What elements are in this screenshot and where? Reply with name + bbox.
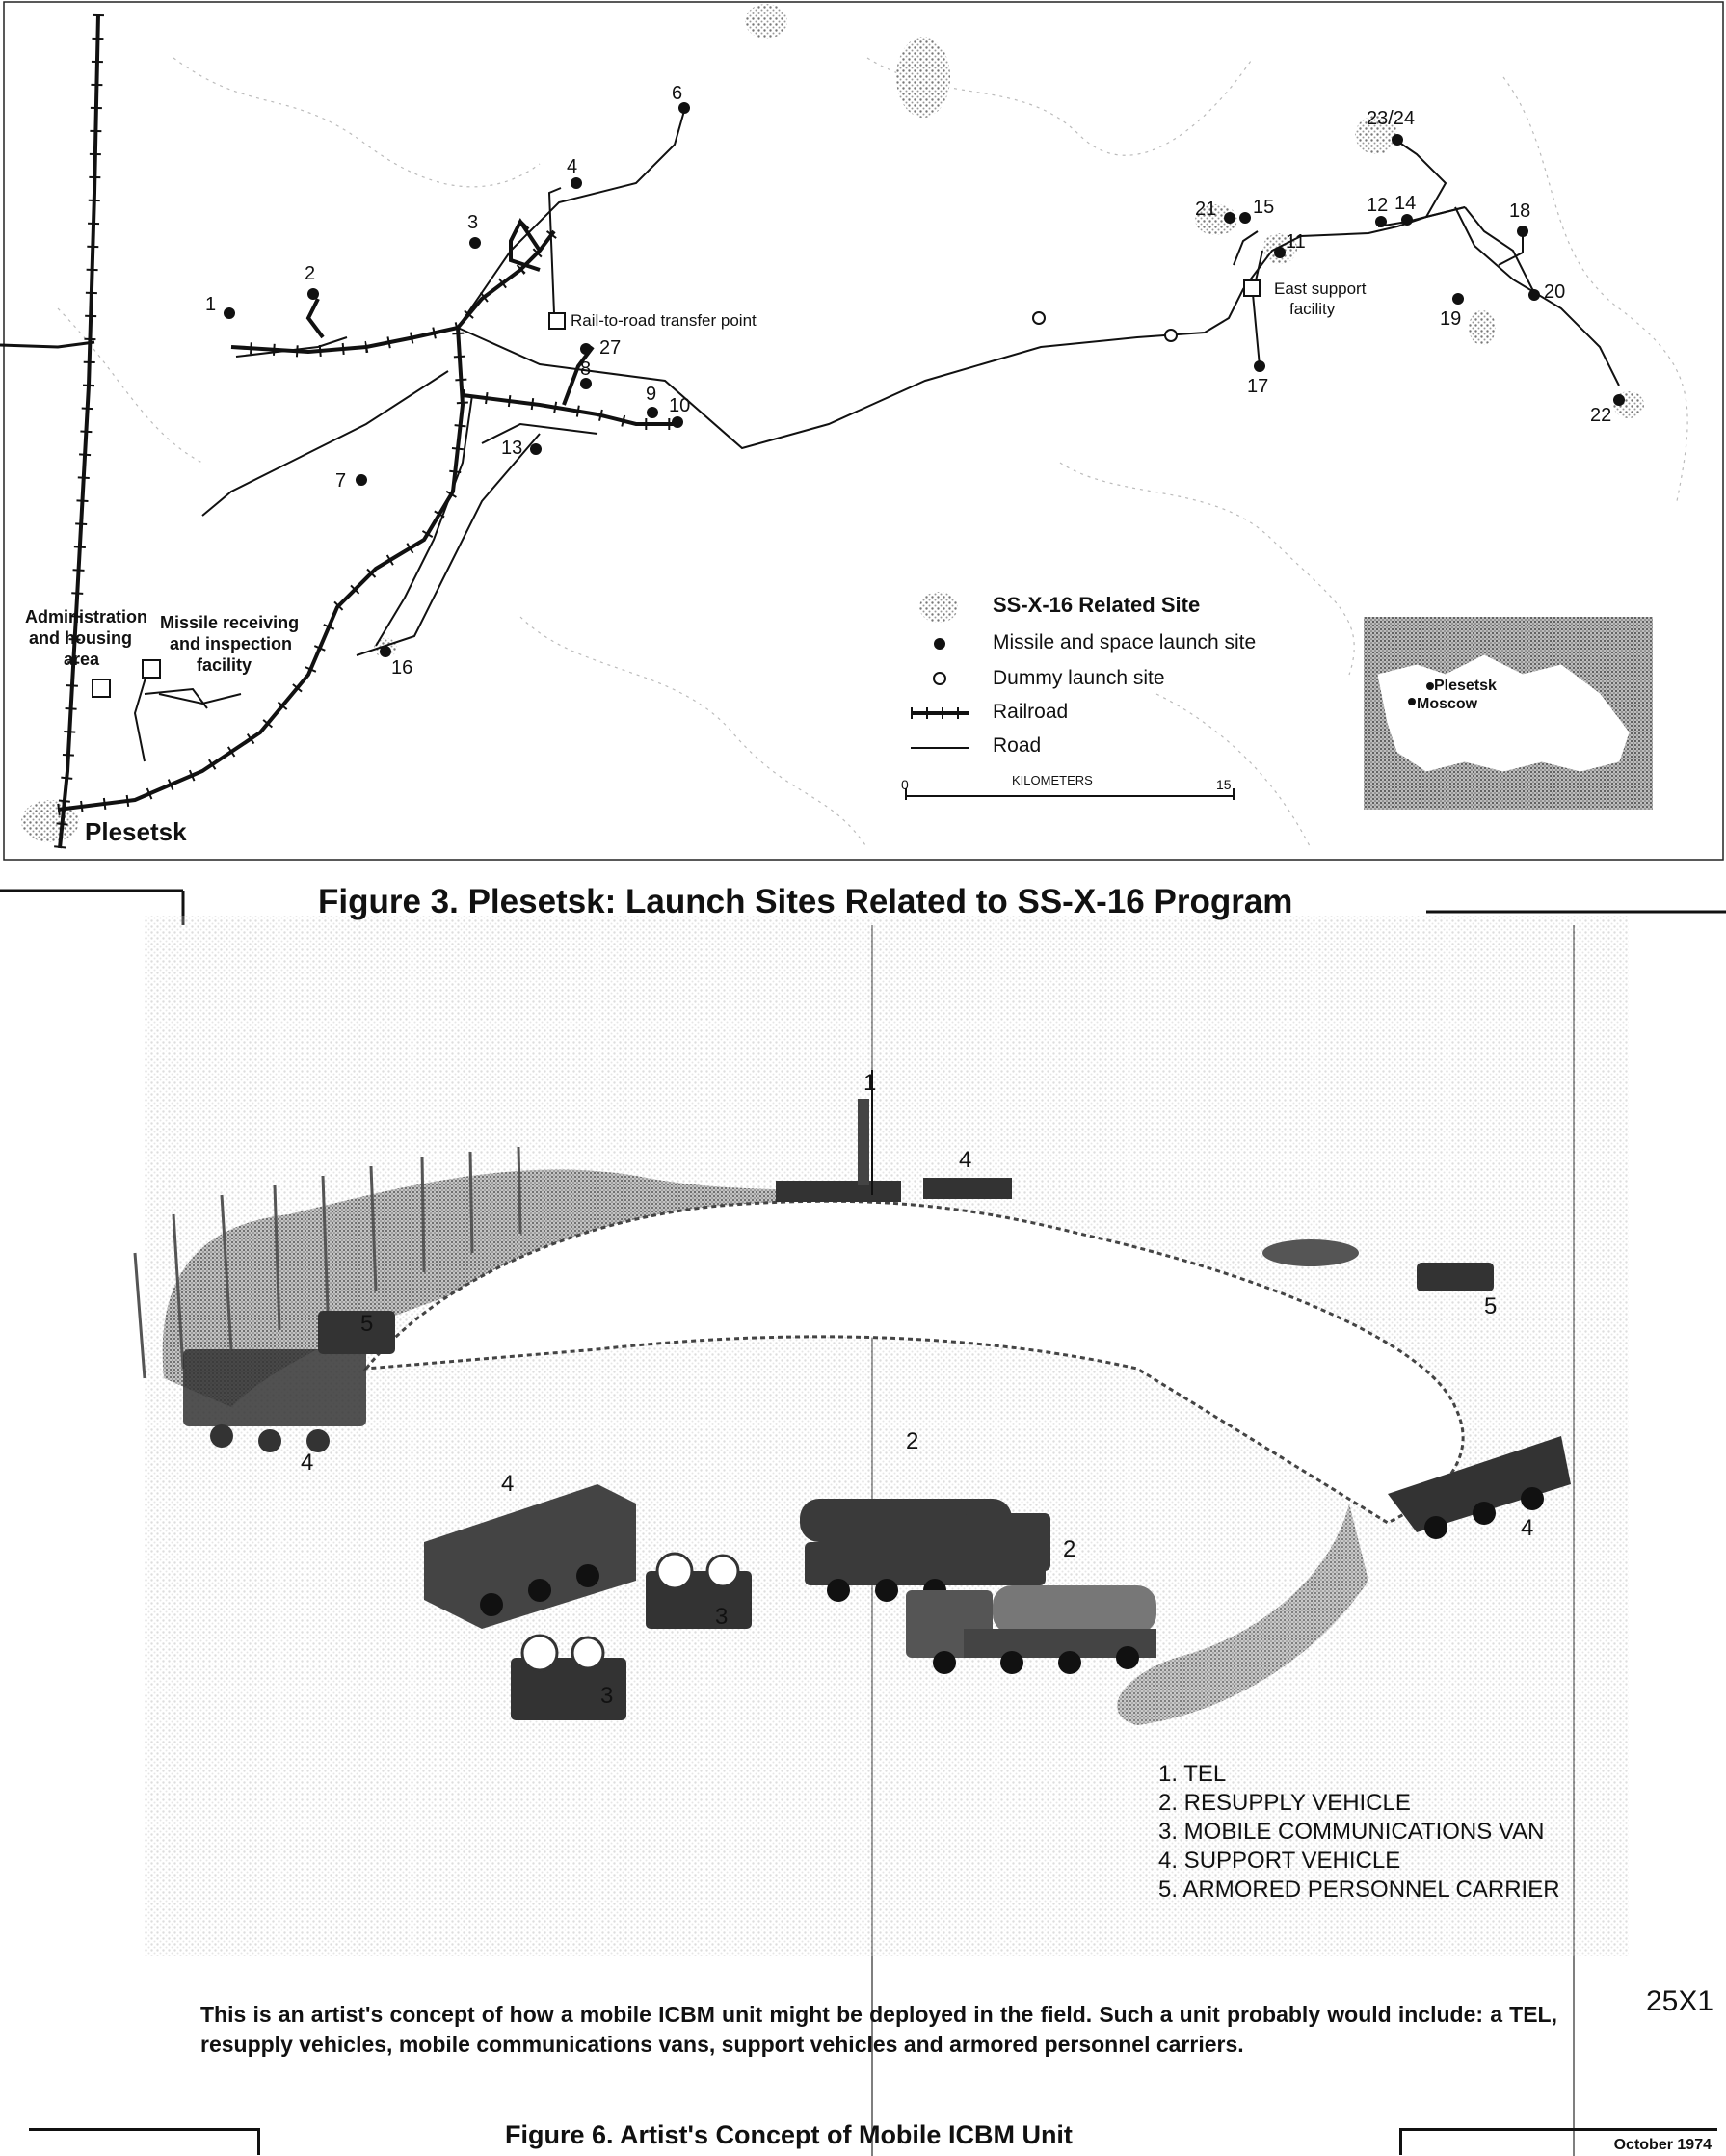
- site-label-15: 15: [1253, 197, 1275, 218]
- ussr-inset-map: [1364, 617, 1653, 810]
- callout-2-a: 2: [906, 1428, 919, 1454]
- legend-railroad-label: Railroad: [993, 701, 1069, 723]
- rail-to-road-label: Rail-to-road transfer point: [571, 311, 757, 330]
- illustration-key: [1158, 1760, 1560, 1904]
- missile-receiving-square: [143, 660, 160, 678]
- site-label-1: 1: [205, 294, 217, 315]
- site-label-21: 21: [1195, 199, 1217, 220]
- site-label-12: 12: [1367, 195, 1389, 216]
- support-vehicle-far: [923, 1178, 1012, 1199]
- scale-end-label: 15: [1216, 777, 1232, 792]
- admin-label-2: and housing: [29, 628, 132, 648]
- plesetsk-map: [0, 2, 1723, 860]
- inset-moscow-label: Moscow: [1417, 696, 1478, 712]
- site-label-6: 6: [672, 83, 683, 104]
- key-item-support: 4. SUPPORT VEHICLE: [1158, 1848, 1401, 1874]
- inset-plesetsk-label: Plesetsk: [1434, 678, 1497, 694]
- callout-4-b: 4: [301, 1450, 314, 1476]
- key-item-tel: 1. TEL: [1158, 1761, 1227, 1787]
- plesetsk-city-label: Plesetsk: [85, 817, 187, 846]
- legend-road-label: Road: [993, 734, 1042, 757]
- callout-4-a: 4: [959, 1147, 972, 1173]
- callout-5-a: 5: [360, 1311, 374, 1337]
- site-label-17: 17: [1247, 376, 1269, 397]
- east-support-square: [1244, 280, 1260, 296]
- key-item-resupply: 2. RESUPPLY VEHICLE: [1158, 1790, 1411, 1816]
- figure-3-caption: Figure 3. Plesetsk: Launch Sites Related to SS-X-16 Program: [318, 883, 1293, 920]
- callout-4-d: 4: [1521, 1515, 1534, 1541]
- admin-area-square: [93, 679, 110, 697]
- key-item-comm-van: 3. MOBILE COMMUNICATIONS VAN: [1158, 1819, 1545, 1845]
- figure-6-caption: Figure 6. Artist's Concept of Mobile ICBM Unit: [505, 2120, 1073, 2149]
- site-label-18: 18: [1509, 200, 1531, 222]
- site-label-7: 7: [335, 470, 347, 492]
- site-label-16: 16: [391, 657, 413, 679]
- east-support-label-2: facility: [1289, 300, 1336, 318]
- site-label-14: 14: [1394, 193, 1417, 214]
- site-label-22: 22: [1590, 405, 1612, 426]
- missile-label-1: Missile receiving: [160, 613, 300, 632]
- scale-unit-label: KILOMETERS: [1012, 773, 1093, 787]
- callout-5-b: 5: [1484, 1293, 1498, 1319]
- armored-personnel-carrier-left: [318, 1311, 395, 1354]
- site-label-27: 27: [599, 337, 622, 359]
- site-label-3: 3: [467, 212, 479, 233]
- callout-3-a: 3: [715, 1604, 729, 1630]
- callout-3-b: 3: [600, 1683, 614, 1709]
- scale-start-label: 0: [901, 777, 909, 792]
- bottom-left-frame: [29, 2128, 260, 2155]
- east-support-label-1: East support: [1274, 279, 1367, 298]
- site-label-8: 8: [580, 359, 592, 380]
- classification-mark: 25X1: [1646, 1985, 1714, 2017]
- site-label-20: 20: [1544, 281, 1566, 303]
- legend-launch-label: Missile and space launch site: [993, 631, 1257, 653]
- rail-to-road-transfer-square: [549, 313, 565, 329]
- legend-symbols: [906, 592, 1234, 800]
- callout-1: 1: [863, 1070, 877, 1096]
- callout-2-b: 2: [1063, 1536, 1076, 1562]
- missile-label-2: and inspection: [170, 634, 293, 653]
- site-label-10: 10: [669, 395, 691, 416]
- date-label: October 1974: [1613, 2137, 1712, 2153]
- site-label-13: 13: [501, 438, 523, 459]
- site-label-11: 11: [1286, 231, 1306, 253]
- admin-label-1: Administration: [25, 607, 148, 626]
- legend-dummy-label: Dummy launch site: [993, 667, 1165, 689]
- site-label-23-24: 23/24: [1367, 108, 1416, 129]
- callout-4-c: 4: [501, 1471, 515, 1497]
- site-label-4: 4: [567, 156, 578, 177]
- berm-right: [1262, 1239, 1359, 1266]
- site-label-2: 2: [305, 263, 316, 284]
- armored-personnel-carrier-right: [1417, 1263, 1494, 1291]
- date-box: [1399, 2128, 1717, 2155]
- site-label-19: 19: [1440, 308, 1462, 330]
- admin-label-3: area: [64, 650, 100, 669]
- concept-note: This is an artist's concept of how a mobile ICBM unit might be deployed in the field. Such a unit probably would include: a TEL, resupply vehicles, mobile communications vans, support vehicles and armored personnel carriers.: [200, 2002, 1557, 2057]
- missile-label-3: facility: [197, 655, 252, 675]
- legend-ssx16-label: SS-X-16 Related Site: [993, 593, 1201, 617]
- site-label-9: 9: [646, 384, 657, 405]
- key-item-apc: 5. ARMORED PERSONNEL CARRIER: [1158, 1877, 1560, 1903]
